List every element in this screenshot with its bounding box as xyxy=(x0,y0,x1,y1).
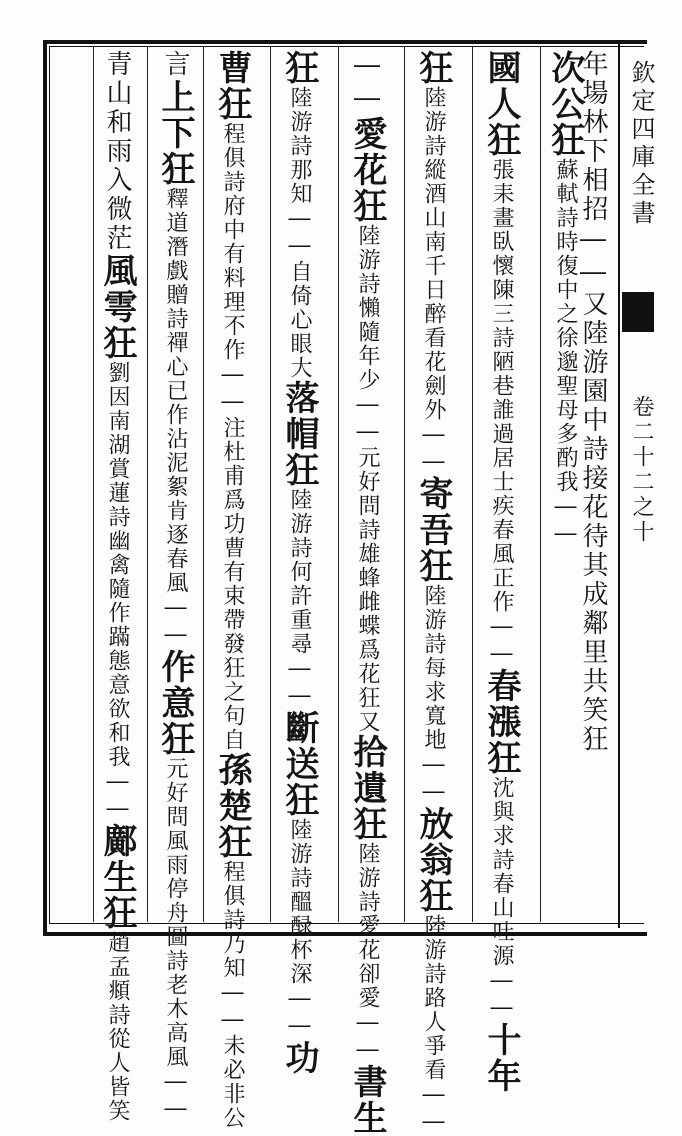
column-rule xyxy=(338,46,339,922)
entry-heading: 斷送狂 xyxy=(279,710,319,818)
margin-rule xyxy=(618,40,620,928)
volume-label: 卷二十二之十 xyxy=(629,395,654,545)
entry-text: 陸游詩每求寬地―― xyxy=(421,584,446,806)
entry-text: 陸游詩路人爭看―― xyxy=(421,914,446,1136)
text-column xyxy=(413,50,453,1136)
entry-text: 沈與求詩春山吐源―― xyxy=(489,776,514,1022)
entry-heading: 國人狂 xyxy=(481,50,521,158)
text-column xyxy=(212,50,252,1130)
text-column xyxy=(155,50,195,1123)
column-rule xyxy=(270,46,271,922)
column-rule xyxy=(404,46,405,922)
entry-heading: 狂 xyxy=(413,50,453,86)
entry-heading: 落帽狂 xyxy=(279,380,319,488)
entry-text: 陸游詩醞醁杯深―― xyxy=(287,818,312,1040)
entry-heading: 愛花狂 xyxy=(347,116,387,224)
series-title: 欽定四庫全書 xyxy=(627,60,655,228)
entry-text: 元好問風雨停舟圖詩老木高風―― xyxy=(163,757,188,1123)
entry-text: ―― xyxy=(352,50,382,116)
entry-text: 陸游詩愛花卻愛―― xyxy=(355,842,380,1064)
entry-text: 陸游詩那知――自倚心眼大 xyxy=(287,86,312,380)
entry-heading: 寄吾狂 xyxy=(413,476,453,584)
entry-text: 自 xyxy=(220,728,245,752)
entry-text: 陸游詩懶隨年少――元好問詩雄蜂雌蝶爲花狂 xyxy=(355,224,380,710)
entry-text: 陸游詩縱酒山南千日醉看花劍外―― xyxy=(421,86,446,476)
column-rule xyxy=(147,46,148,922)
entry-heading: 放翁狂 xyxy=(413,806,453,914)
entry-heading: 曹狂 xyxy=(212,50,252,122)
entry-text: 趙孟頫詩從人皆笑 xyxy=(105,931,130,1123)
text-column xyxy=(580,50,606,918)
entry-heading: 拾遺狂 xyxy=(347,734,387,842)
entry-text: 釋道潛戲贈詩禪心已作沾泥絮肯逐春風―― xyxy=(163,187,188,649)
text-column xyxy=(481,50,521,1094)
entry-text: 程俱詩乃知――未必非公 xyxy=(220,860,245,1130)
column-rule xyxy=(93,46,94,922)
entry-heading: 作意狂 xyxy=(155,649,195,757)
entry-heading: 鄺生狂 xyxy=(97,823,137,931)
entry-text: 張耒畫臥懷陳三詩陋巷誰過居士疾春風正作―― xyxy=(489,158,514,668)
column-rule xyxy=(203,46,204,922)
entry-heading: 上下狂 xyxy=(155,79,195,187)
entry-heading: 功 xyxy=(279,1040,319,1076)
entry-text: 程俱詩府中有料理不作――注杜甫爲功曹有束帶發狂之句 xyxy=(220,122,245,728)
entry-heading: 十年 xyxy=(481,1022,521,1094)
fish-tail-mark xyxy=(622,292,654,332)
entry-text: 劉因南湖賞蓮詩幽禽隨作蹣態意欲和我―― xyxy=(105,361,130,823)
entry-text: 蘇軾詩時復中之徐邈聖母多酌我―― xyxy=(553,158,578,548)
entry-text: 陸游詩何許重尋―― xyxy=(287,488,312,710)
entry-heading: 次公狂 xyxy=(545,50,585,158)
column-rule xyxy=(540,46,541,922)
entry-heading: 狂 xyxy=(279,50,319,86)
entry-text: 年場林下相招――又陸游園中詩接花待其成鄰里共笑狂 xyxy=(578,50,608,754)
text-column xyxy=(279,50,319,1076)
text-column xyxy=(347,50,387,1136)
entry-text: 又 xyxy=(355,710,380,734)
entry-text: 青山和雨入微茫 xyxy=(102,50,132,253)
column-rule xyxy=(472,46,473,922)
text-column xyxy=(545,50,585,918)
entry-heading: 春漲狂 xyxy=(481,668,521,776)
entry-heading: 風雩狂 xyxy=(97,253,137,361)
text-column xyxy=(97,50,137,1123)
entry-text: 言 xyxy=(160,50,190,79)
entry-heading: 書生 xyxy=(347,1064,387,1136)
entry-heading: 孫楚狂 xyxy=(212,752,252,860)
